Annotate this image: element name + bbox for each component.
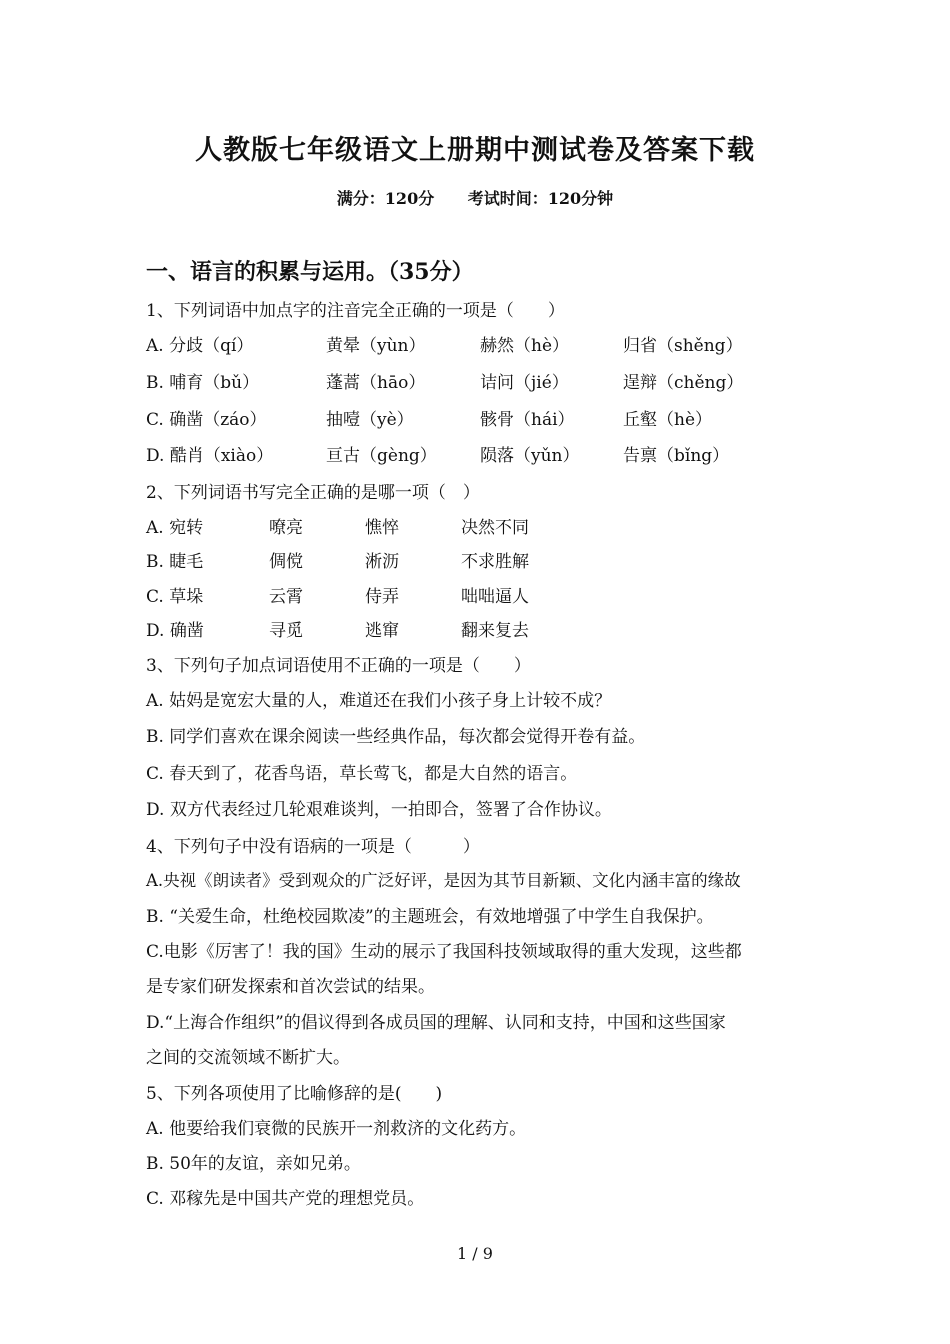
- exam-title: 人教版七年级语文上册期中测试卷及答案下载: [195, 135, 755, 166]
- q2-option: 嘹亮: [269, 518, 303, 538]
- q1-option: 告禀（bǐng）: [623, 446, 730, 466]
- q1-option: 归省（shěng）: [623, 336, 743, 356]
- q5-option-a: A. 他要给我们衰微的民族开一剂救济的文化药方。: [146, 1119, 527, 1139]
- q3-option-a: A. 姑妈是宽宏大量的人，难道还在我们小孩子身上计较不成？: [146, 691, 612, 711]
- q4-option-b: B. “关爱生命，杜绝校园欺凌”的主题班会，有效地增强了中学生自我保护。: [146, 907, 714, 927]
- q1-option: 亘古（gèng）: [326, 446, 437, 466]
- q2-option: 咄咄逼人: [461, 587, 529, 607]
- q1-option: 丘壑（hè）: [623, 410, 713, 430]
- q2-option: B. 睫毛: [146, 552, 204, 572]
- exam-meta: [0, 186, 950, 209]
- q2-option: C. 草垛: [146, 587, 204, 607]
- q2-option: 决然不同: [461, 518, 529, 538]
- q1-option: 骸骨（hái）: [480, 410, 575, 430]
- q1-option: D. 酷肖（xiào）: [146, 446, 274, 466]
- section-heading: 一、语言的积累与运用。（35分）: [146, 259, 474, 285]
- q2-option: D. 确凿: [146, 621, 204, 641]
- q2-stem: 2、下列词语书写完全正确的是哪一项（ ）: [146, 483, 480, 503]
- q2-option: 翻来复去: [461, 621, 529, 641]
- q1-option: A. 分歧（qí）: [146, 336, 254, 356]
- q1-option: B. 哺育（bǔ）: [146, 373, 260, 393]
- q2-option: 倜傥: [269, 552, 303, 572]
- q3-stem: 3、下列句子加点词语使用不正确的一项是（ ）: [146, 656, 531, 676]
- q2-option: 不求胜解: [461, 552, 529, 572]
- q2-option: A. 宛转: [146, 518, 204, 538]
- q2-option: 云霄: [269, 587, 303, 607]
- q5-option-b: B. 50年的友谊，亲如兄弟。: [146, 1154, 361, 1174]
- full-score: 满分：120分: [336, 189, 435, 208]
- q2-option: 寻觅: [269, 621, 303, 641]
- q1-option: 黄晕（yùn）: [326, 336, 426, 356]
- q5-stem: 5、下列各项使用了比喻修辞的是( ): [146, 1084, 443, 1104]
- q1-option: 蓬蒿（hāo）: [326, 373, 426, 393]
- q1-option: C. 确凿（záo）: [146, 410, 267, 430]
- q4-stem: 4、下列句子中没有语病的一项是（ ）: [146, 837, 480, 857]
- q4-option-a: A.央视《朗读者》受到观众的广泛好评，是因为其节目新颖、文化内涵丰富的缘故: [146, 871, 741, 890]
- q3-option-d: D. 双方代表经过几轮艰难谈判，一拍即合，签署了合作协议。: [146, 800, 612, 820]
- q2-option: 侍弄: [365, 587, 399, 607]
- q3-option-b: B. 同学们喜欢在课余阅读一些经典作品，每次都会觉得开卷有益。: [146, 727, 646, 747]
- q1-option: 抽噎（yè）: [326, 410, 414, 430]
- q1-option: 陨落（yǔn）: [480, 446, 580, 466]
- q4-option-d-cont: 之间的交流领域不断扩大。: [146, 1048, 350, 1068]
- page-number: 1 / 9: [457, 1244, 493, 1263]
- q3-option-c: C. 春天到了，花香鸟语，草长莺飞，都是大自然的语言。: [146, 764, 578, 784]
- q2-option: 逃窜: [365, 621, 399, 641]
- q2-option: 淅沥: [365, 552, 399, 572]
- q1-option: 诘问（jié）: [480, 373, 569, 393]
- q4-option-c-cont: 是专家们研发探索和首次尝试的结果。: [146, 977, 435, 997]
- q2-option: 憔悴: [365, 518, 399, 538]
- q5-option-c: C. 邓稼先是中国共产党的理想党员。: [146, 1189, 425, 1209]
- q4-option-d: D.“上海合作组织”的倡议得到各成员国的理解、认同和支持，中国和这些国家: [146, 1013, 726, 1033]
- q1-option: 逞辩（chěng）: [623, 373, 744, 393]
- q1-option: 赫然（hè）: [480, 336, 570, 356]
- q1-stem: 1、下列词语中加点字的注音完全正确的一项是（ ）: [146, 301, 565, 321]
- exam-time: 考试时间：120分钟: [467, 189, 614, 208]
- q4-option-c: C.电影《厉害了！我的国》生动的展示了我国科技领域取得的重大发现，这些都: [146, 942, 742, 962]
